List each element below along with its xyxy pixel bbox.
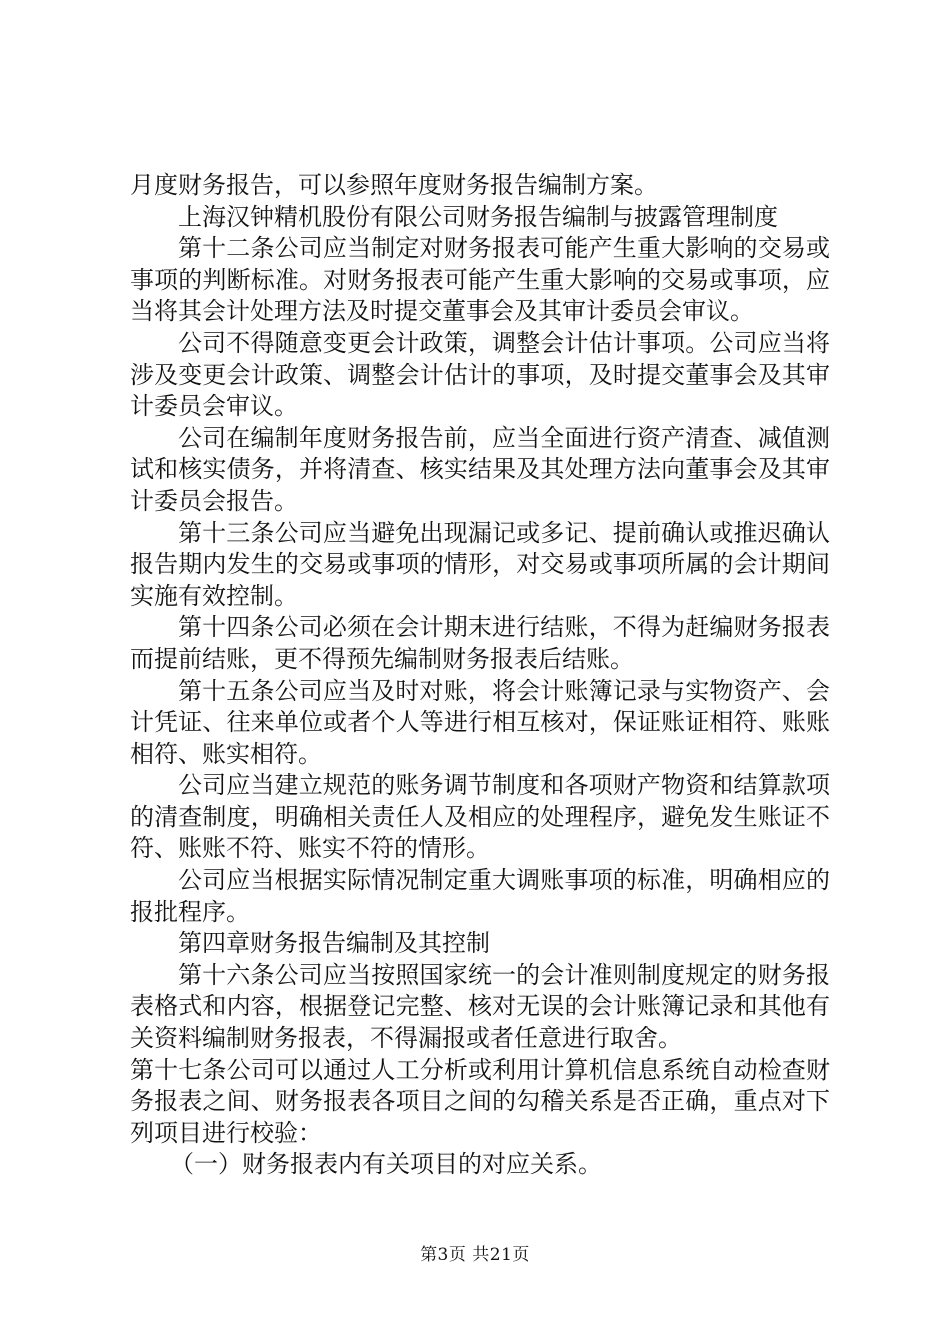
list-item: （一）财务报表内有关项目的对应关系。 [170,1150,602,1179]
paragraph: 第十二条公司应当制定对财务报表可能产生重大影响的交易或事项的判断标准。对财务报表可能产生重大影响的交易或事项，应当将其会计处理方法及时提交董事会及其审计委员会审议。 [130,234,830,326]
paragraph: 月度财务报告，可以参照年度财务报告编制方案。 [130,171,658,199]
paragraph: 第十七条公司可以通过人工分析或利用计算机信息系统自动检查财务报表之间、财务报表各项目之间的勾稽关系是否正确，重点对下列项目进行校验： [130,1055,830,1147]
page-number-footer: 第3页 共21页 [420,1245,530,1265]
paragraph: 公司在编制年度财务报告前，应当全面进行资产清查、减值测试和核实债务，并将清查、核实结果及其处理方法向董事会及其审计委员会报告。 [130,423,830,515]
paragraph: 上海汉钟精机股份有限公司财务报告编制与披露管理制度 [178,202,778,231]
paragraph: 公司应当建立规范的账务调节制度和各项财产物资和结算款项的清查制度，明确相关责任人及相应的处理程序，避免发生账证不符、账账不符、账实不符的情形。 [130,771,830,863]
paragraph: 公司应当根据实际情况制定重大调账事项的标准，明确相应的报批程序。 [130,866,830,926]
paragraph: 第十三条公司应当避免出现漏记或多记、提前确认或推迟确认报告期内发生的交易或事项的情形，对交易或事项所属的会计期间实施有效控制。 [130,518,830,610]
document-body [130,170,830,1181]
paragraph: 公司不得随意变更会计政策，调整会计估计事项。公司应当将涉及变更会计政策、调整会计估计的事项，及时提交董事会及其审计委员会审议。 [130,328,830,421]
paragraph: 第十五条公司应当及时对账，将会计账簿记录与实物资产、会计凭证、往来单位或者个人等进行相互核对，保证账证相符、账账相符、账实相符。 [130,676,830,768]
paragraph: 第十四条公司必须在会计期末进行结账，不得为赶编财务报表而提前结账，更不得预先编制财务报表后结账。 [130,613,830,673]
chapter-heading: 第四章财务报告编制及其控制 [178,929,490,958]
paragraph: 第十六条公司应当按照国家统一的会计准则制度规定的财务报表格式和内容，根据登记完整、核对无误的会计账簿记录和其他有关资料编制财务报表，不得漏报或者任意进行取舍。 [130,960,830,1053]
